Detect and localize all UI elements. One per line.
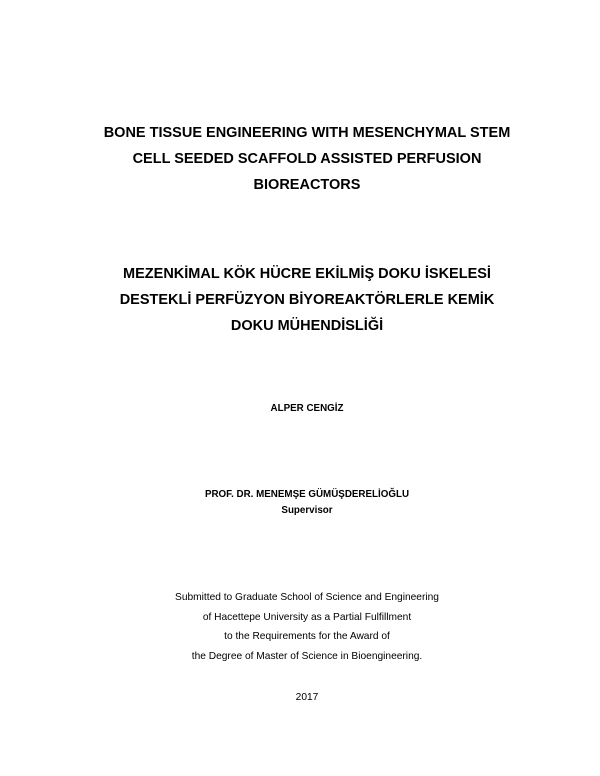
year: 2017: [295, 692, 319, 703]
supervisor-name: PROF. DR. MENEMŞE GÜMÜŞDERELİOĞLU: [204, 489, 410, 500]
english-title-line: BIOREACTORS: [253, 177, 361, 193]
english-title-line: BONE TISSUE ENGINEERING WITH MESENCHYMAL STEM: [103, 125, 511, 141]
turkish-title-line: DESTEKLİ PERFÜZYON BİYOREAKTÖRLERLE KEMİK: [119, 292, 495, 308]
turkish-title: [0, 261, 600, 339]
english-title: [0, 120, 600, 198]
submission-line: to the Requirements for the Award of: [224, 631, 390, 642]
english-title-line: CELL SEEDED SCAFFOLD ASSISTED PERFUSION: [132, 151, 482, 167]
supervisor-block: [0, 487, 600, 519]
turkish-title-line: DOKU MÜHENDİSLİĞİ: [230, 318, 384, 334]
submission-line: Submitted to Graduate School of Science and Engineering: [175, 592, 439, 603]
submission-statement: [0, 588, 600, 666]
supervisor-role: Supervisor: [281, 505, 333, 516]
turkish-title-line: MEZENKİMAL KÖK HÜCRE EKİLMİŞ DOKU İSKELESİ: [123, 266, 491, 282]
submission-line: of Hacettepe University as a Partial Fulfillment: [202, 611, 412, 623]
submission-line: the Degree of Master of Science in Bioengineering.: [191, 650, 423, 662]
author-name: ALPER CENGİZ: [270, 403, 344, 414]
